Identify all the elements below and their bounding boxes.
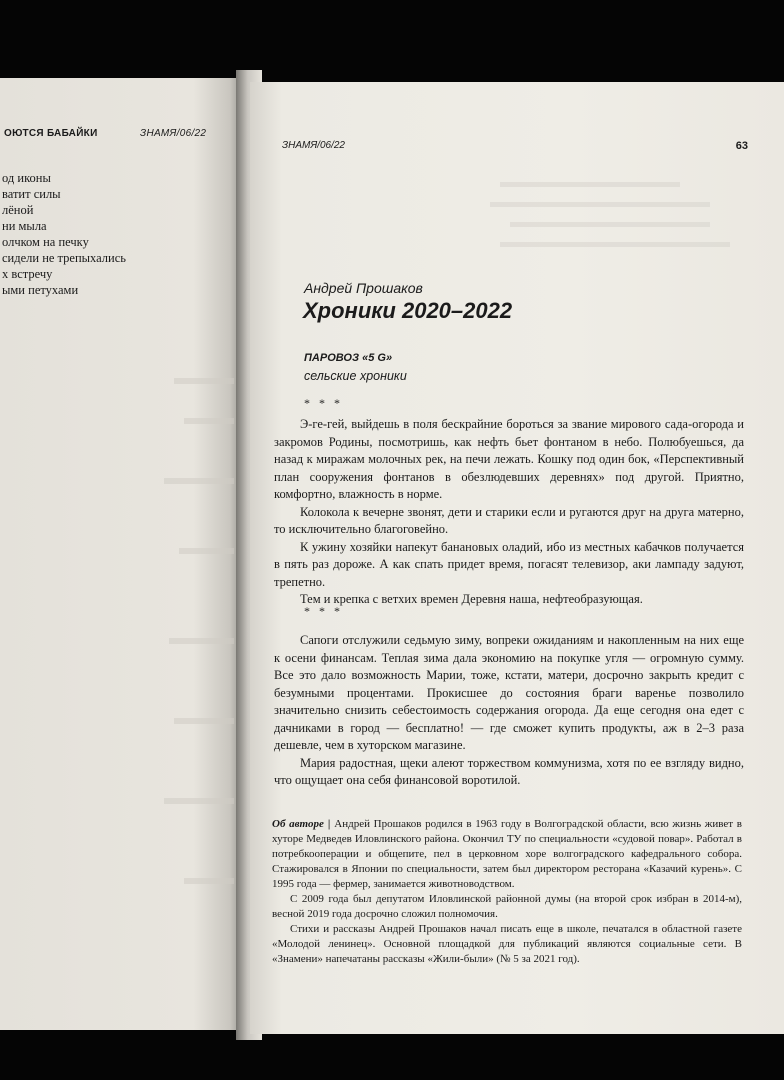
paragraph: К ужину хозяйки напекут банановых оладий, ибо из местных кабачков получается в пять раз дороже. А как спать придет время, погасят телевизор, аки лампаду задуют, трепетно. <box>274 539 744 589</box>
paragraph: Э-ге-гей, выйдешь в поля бескрайние бороться за звание мирового сада-огорода и закромов Родины, посмотришь, как нефть бьет фонтаном в небо. Полюбуешься, да назад к миражам молочных рек, на печи лежать. Кошку под один бок, «Перспективный план сооружения фонтанов в обезлюдевших деревнях» под другой. Приятно, комфортно, влажность в норме. <box>274 417 744 501</box>
story-section-2 <box>274 632 744 790</box>
left-section-header: ОЮТСЯ БАБАЙКИ <box>4 128 98 139</box>
section-separator: * * * <box>304 604 343 618</box>
bleed-through-mark <box>174 718 234 724</box>
section-separator: * * * <box>304 396 343 410</box>
bleed-through-mark <box>510 222 710 227</box>
left-line: ыми петухами <box>2 283 79 297</box>
story-heading: ПАРОВОЗ «5 G» <box>304 352 393 364</box>
story-subtitle: сельские хроники <box>304 369 407 383</box>
paragraph: Колокола к вечерне звонят, дети и старики если и ругаются друг на друга матерно, то исключительно благоговейно. <box>274 504 744 536</box>
bleed-through-mark <box>164 798 234 804</box>
paragraph: Мария радостная, щеки алеют торжеством коммунизма, хотя по ее взгляду видно, что ощущает она себя финансовой воротилой. <box>274 755 744 787</box>
right-magazine-header: ЗНАМЯ/06/22 <box>282 140 345 151</box>
bleed-through-mark <box>179 548 234 554</box>
bio-label: Об авторе <box>272 818 324 830</box>
author-name: Андрей Прошаков <box>304 280 423 296</box>
bleed-through-mark <box>490 202 710 207</box>
bio-paragraph: Стихи и рассказы Андрей Прошаков начал писать еще в школе, печатался в областной газете «Молодой ленинец». Основной площадкой для публикаций являются социальные сети. В «Знамени» напечатаны рассказы «Жили-были» (№ 5 за 2021 год). <box>272 923 742 965</box>
left-line: лёной <box>2 203 34 217</box>
bio-paragraph: С 2009 года был депутатом Иловлинской районной думы (на второй срок избран в 2014-м), весной 2019 года досрочно сложил полномочия. <box>272 893 742 920</box>
left-line: олчком на печку <box>2 235 89 249</box>
left-poem-lines <box>2 170 162 298</box>
bleed-through-mark <box>169 638 234 644</box>
author-bio <box>272 817 742 967</box>
left-line: сидели не трепыхались <box>2 251 126 265</box>
bleed-through-mark <box>164 478 234 484</box>
left-line: ни мыла <box>2 219 47 233</box>
left-line: ватит силы <box>2 187 61 201</box>
bio-paragraph <box>272 817 742 892</box>
page-number: 63 <box>735 140 748 152</box>
bleed-through-mark <box>184 418 234 424</box>
left-line: х встречу <box>2 267 53 281</box>
paragraph: Сапоги отслужили седьмую зиму, вопреки ожиданиям и накопленным на них еще к осени финансам. Теплая зима дала экономию на покупке угля — огромную сумму. Все это дало возможность Марии, тоже, кстати, матери, досрочно закрыть кредит с безумными процентами. Прокисшее до состояния браги варенье позволило значительно снизить себестоимость содержания огорода. Да еще сегодня она едет с дачниками в город — бесплатно! — где сможет купить продукты, аж в 2–3 раза дешевле, чем в хуторском магазине. <box>274 633 744 752</box>
bleed-through-mark <box>174 378 234 384</box>
story-section-1 <box>274 416 744 609</box>
paragraph: Тем и крепка с ветхих времен Деревня наша, нефтеобразующая. <box>300 592 643 606</box>
left-magazine-header: ЗНАМЯ/06/22 <box>140 128 207 139</box>
bleed-through-mark <box>500 242 730 247</box>
bleed-through-mark <box>184 878 234 884</box>
left-page <box>0 78 242 1030</box>
left-line: од иконы <box>2 171 51 185</box>
bio-text: Андрей Прошаков родился в 1963 году в Волгоградской области, всю жизнь живет в хуторе Медведев Иловлинского района. Окончил ТУ по специальности «судовой повар». Работал в потребкооперации и общепите, пел в церковном хоре волгоградского кафедрального собора. Стажировался в Японии по специальности, затем был директором ресторана «Казачий курень». С 1995 года — фермер, занимается животноводством. <box>272 818 742 890</box>
bio-divider: | <box>327 818 331 830</box>
right-page <box>250 82 784 1034</box>
page-title: Хроники 2020–2022 <box>303 298 513 323</box>
bleed-through-mark <box>500 182 680 187</box>
